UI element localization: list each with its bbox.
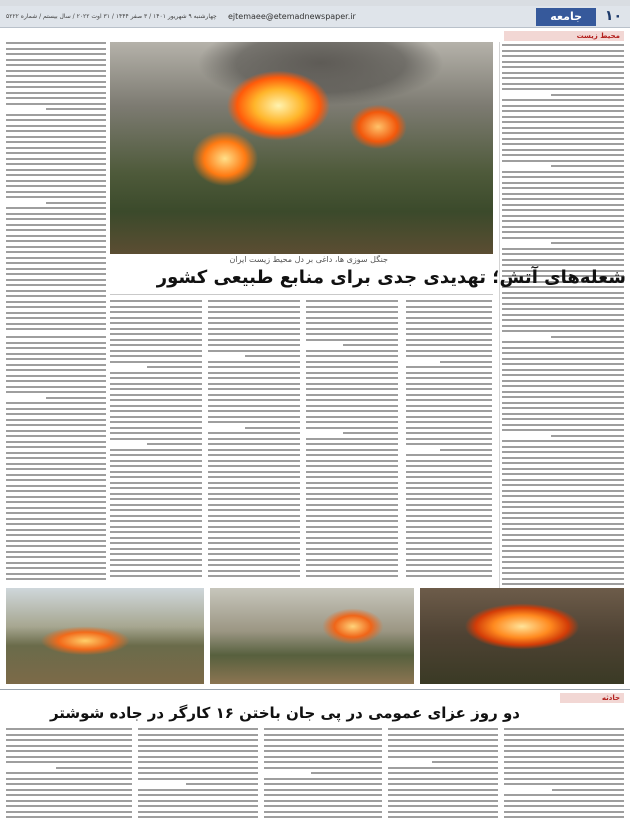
photo-caption: جنگل سوزی ها، داغی بر دل محیط زیست ایران <box>229 255 388 264</box>
text-column-left-bottom <box>6 336 106 580</box>
text-column-body-2 <box>306 300 398 580</box>
section-tag-incident: حادثه <box>560 693 624 703</box>
section-tag-environment: محیط زیست <box>504 31 624 41</box>
bottom-text-column-1 <box>504 728 624 818</box>
bottom-text-column-3 <box>264 728 382 818</box>
text-column-left-top <box>6 42 106 332</box>
burning-forest-photo <box>420 588 624 684</box>
issue-info: چهارشنبه ۹ شهریور ۱۴۰۱ / ۳ صفر ۱۴۴۴ / ۳۱ اوت ۲۰۲۲ / سال بیستم / شماره ۵۲۲۲ <box>6 13 217 20</box>
burned-field-photo <box>6 588 204 684</box>
firefighters-photo <box>210 588 414 684</box>
text-column-body-3 <box>208 300 300 580</box>
main-headline: شعله‌های آتش؛ تهدیدی جدی برای منابع طبیعی کشور <box>156 267 626 288</box>
page-number: ۱۰ <box>604 8 622 24</box>
headline-rule <box>110 294 493 295</box>
bottom-text-column-4 <box>138 728 258 818</box>
bottom-text-column-2 <box>388 728 498 818</box>
section-divider <box>0 689 630 690</box>
column-divider <box>499 42 500 682</box>
text-column-body-1 <box>406 300 492 580</box>
section-tab: جامعه <box>536 8 596 26</box>
bottom-text-column-5 <box>6 728 132 818</box>
email-address: ejtemaee@etemadnewspaper.ir <box>228 12 356 21</box>
forest-fire-photo <box>110 42 493 254</box>
second-headline: دو روز عزای عمومی در پی جان باختن ۱۶ کارگر در جاده شوشتر <box>49 704 520 722</box>
page-header <box>0 6 630 28</box>
text-column-body-4 <box>110 300 202 580</box>
